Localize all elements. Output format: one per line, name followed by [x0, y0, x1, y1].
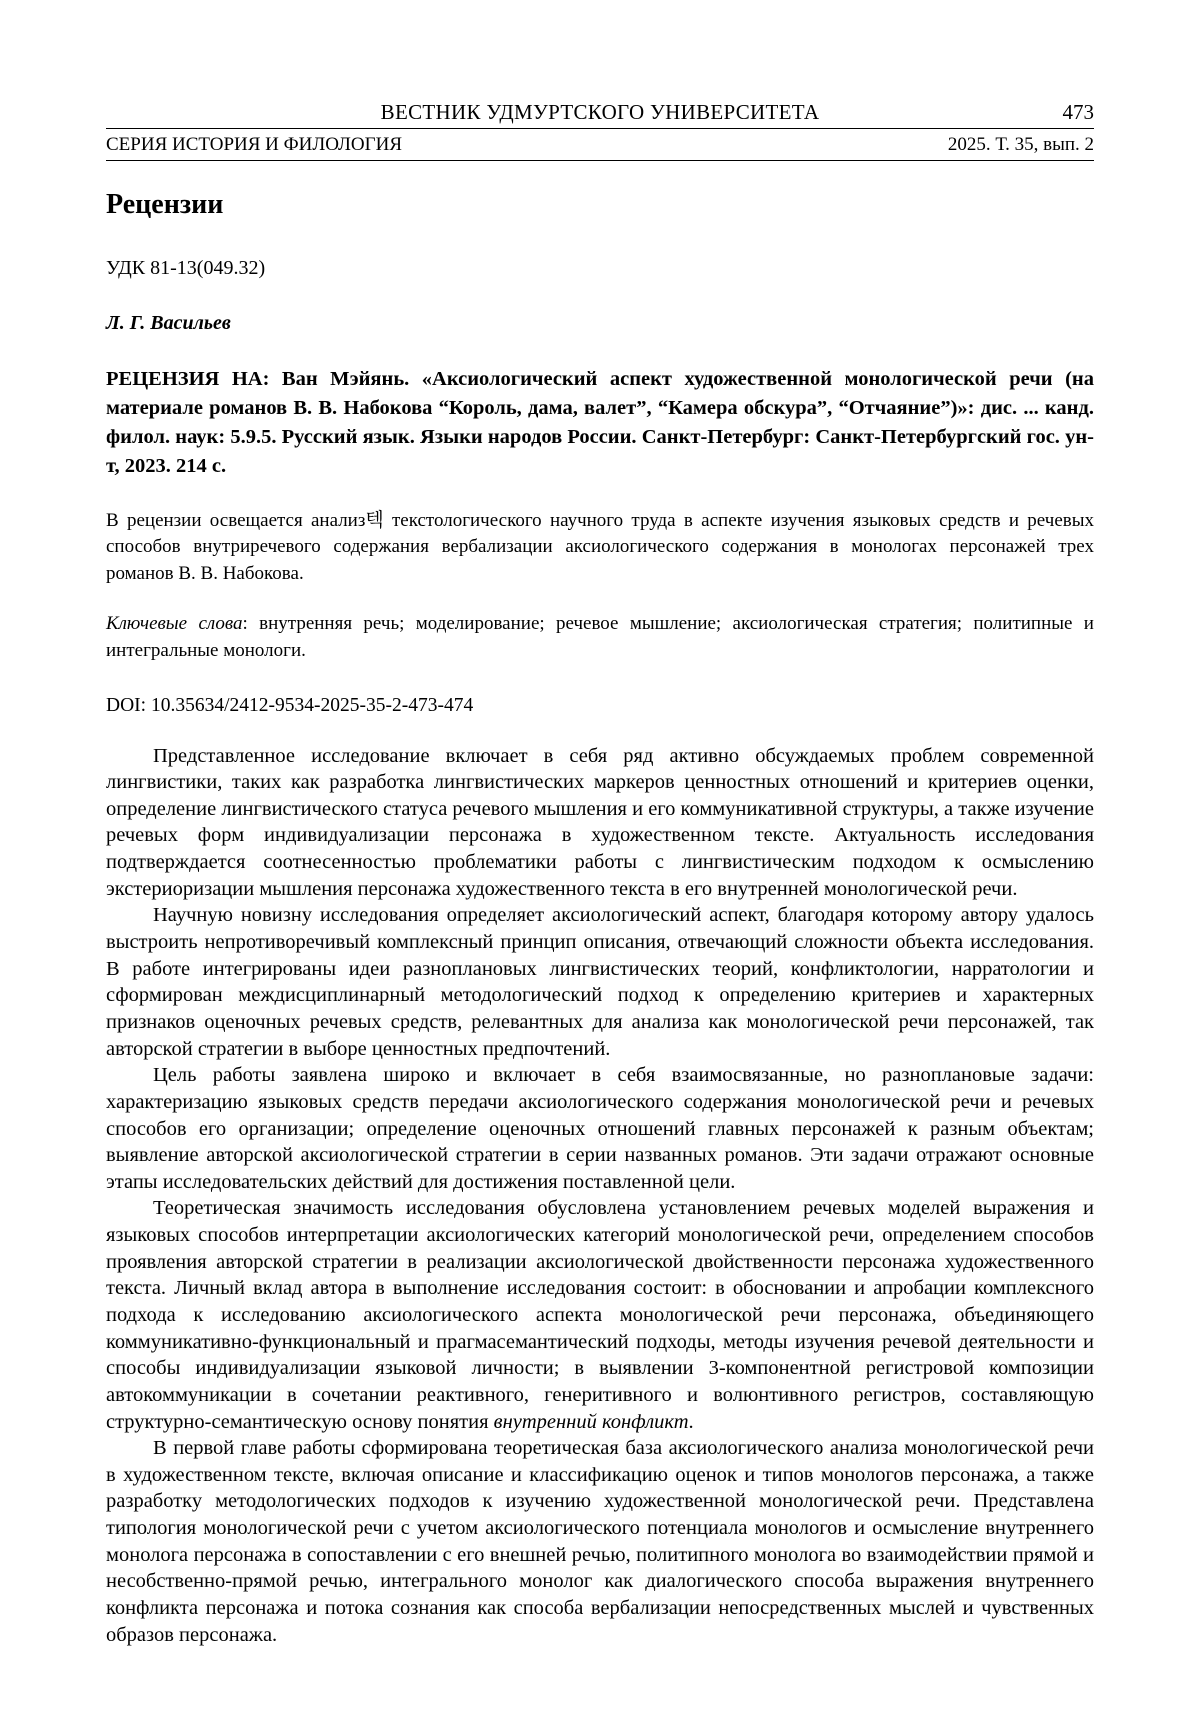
running-head-bottom-row	[106, 133, 1094, 157]
keywords-text: : внутренняя речь; моделирование; речевое мышление; аксиологическая стратегия; политипные и интегральные монологи.	[106, 613, 1094, 661]
issue-info: 2025. Т. 35, вып. 2	[947, 134, 1094, 156]
page-number: 473	[1062, 100, 1094, 124]
paragraph	[106, 1195, 1094, 1435]
paragraph-text: Теоретическая значимость исследования обусловлена установлением речевых моделей выражения и языковых способов интерпретации аксиологических категорий монологической речи, определением способов проявления авторской стратегии в реализации аксиологической двойственности персонажа художественного текста. Личный вклад автора в выполнение исследования состоит: в обосновании и апробации комплексного подхода к исследованию аксиологического аспекта монологической речи персонажа, объединяющего коммуникативно-функциональный и прагмасемантический подходы, методы изучения речевой деятельности и способы индивидуализации языковой личности; в выявлении 3-компонентной регистровой композиции автокоммуникации в сочетании реактивного, генеритивного и волюнтивного регистров, составляющую структурно-семантическую основу понятия	[106, 1197, 1094, 1433]
keywords-label: Ключевые слова	[106, 613, 243, 635]
review-title: РЕЦЕНЗИЯ НА: Ван Мэйянь. «Аксиологический аспект художественной монологической речи (на материале романов В. В. Набокова “Король, дама, валет”, “Камера обскура”, “Отчаяние”)»: дис. ... канд. филол. наук: 5.9.5. Русский язык. Языки народов России. Санкт-Петербург: Санкт-Петербургский гос. ун-т, 2023. 214 с.	[106, 368, 1094, 478]
paragraph	[106, 1435, 1094, 1648]
series-title: СЕРИЯ ИСТОРИЯ И ФИЛОЛОГИЯ	[106, 134, 403, 156]
paragraph	[106, 1062, 1094, 1195]
paragraph-text: Представленное исследование включает в себя ряд активно обсуждаемых проблем современной лингвистики, таких как разработка лингвистических маркеров ценностных отношений и критериев оценки, определение лингвистического статуса речевого мышления и его коммуникативной структуры, а также изучение речевых форм индивидуализации персонажа в художественном тексте. Актуальность исследования подтверждается соотнесенностью проблематики работы с лингвистическим подходом к осмыслению экстериоризации мышления персонажа художественного текста в его внутренней монологической речи.	[106, 744, 1095, 900]
horizontal-rule	[106, 160, 1094, 161]
horizontal-rule	[106, 128, 1094, 129]
running-head-top-row	[106, 100, 1094, 125]
paragraph-italic-term: внутренний конфликт	[493, 1410, 689, 1433]
section-heading: Рецензии	[106, 188, 224, 220]
udc-code: УДК 81-13(049.32)	[106, 257, 266, 280]
abstract-text: В рецензии освещается анализ텍 текстологического научного труда в аспекте изучения языковых средств и речевых способов внутриречевого содержания вербализации аксиологического содержания в монологах персонажей трех романов В. В. Набокова.	[106, 509, 1094, 584]
doi-line: DOI: 10.35634/2412-9534-2025-35-2-473-474	[106, 694, 474, 716]
article-body	[106, 743, 1094, 1649]
keywords-line	[106, 611, 1094, 664]
paragraph-text: Цель работы заявлена широко и включает в себя взаимосвязанные, но разноплановые задачи: характеризацию языковых средств передачи аксиологического содержания монологической речи и речевых способов его организации; определение оценочных отношений главных персонажей к разным объектам; выявление авторской аксиологической стратегии в серии названных романов. Эти задачи отражают основные этапы исследовательских действий для достижения поставленной цели.	[106, 1064, 1094, 1193]
running-head	[106, 100, 1094, 161]
paragraph-tail: .	[688, 1410, 694, 1433]
paragraph-text: В первой главе работы сформирована теоретическая база аксиологического анализа монологической речи в художественном тексте, включая описание и классификацию оценок и типов монологов персонажа, а также разработку методологических подходов к изучению художественной монологической речи. Представлена типология монологической речи с учетом аксиологического потенциала монологов и осмысление внутреннего монолога персонажа в сопоставлении с его внешней речью, политипного монолога во взаимодействии прямой и несобственно-прямой речью, интегрального монолог как диалогического способа выражения внутреннего конфликта персонажа и потока сознания как способа вербализации непосредственных мыслей и чувственных образов персонажа.	[106, 1437, 1094, 1646]
author-name: Л. Г. Васильев	[106, 312, 231, 335]
paragraph-text: Научную новизну исследования определяет аксиологический аспект, благодаря которому автору удалось выстроить непротиворечивый комплексный принцип описания, отвечающий сложности объекта исследования. В работе интегрированы идеи разноплановых лингвистических теорий, конфликтологии, нарратологии и сформирован междисциплинарный методологический подход к определению критериев и характерных признаков оценочных речевых средств, релевантных для анализа как монологической речи персонажей, так авторской стратегии в выборе ценностных предпочтений.	[106, 904, 1094, 1060]
paragraph	[106, 743, 1094, 903]
paragraph	[106, 902, 1094, 1062]
journal-title: ВЕСТНИК УДМУРТСКОГО УНИВЕРСИТЕТА	[380, 100, 820, 124]
